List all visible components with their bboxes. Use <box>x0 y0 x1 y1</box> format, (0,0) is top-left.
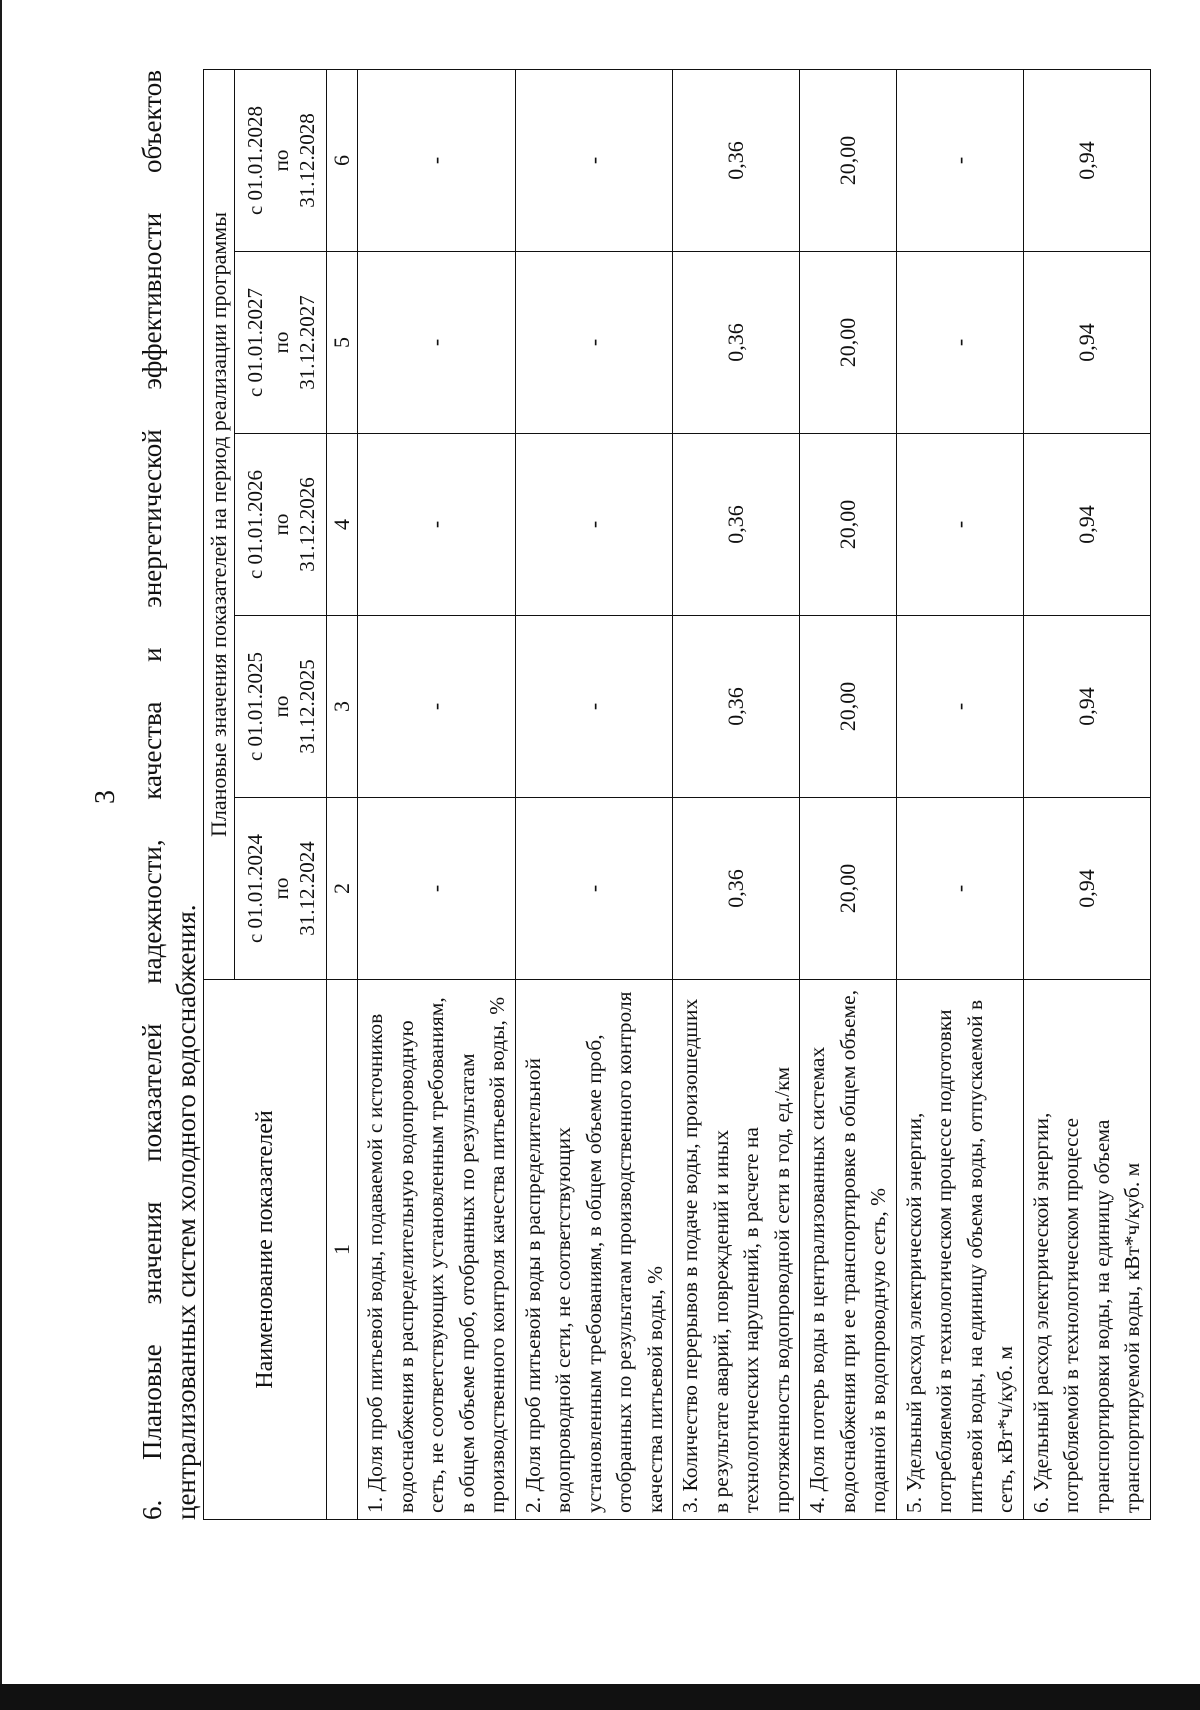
indicator-value: 20,00 <box>800 616 897 798</box>
page-number: 3 <box>90 790 121 804</box>
indicator-value: 0,36 <box>673 798 800 980</box>
indicator-value: - <box>358 434 516 616</box>
indicator-value: 20,00 <box>800 434 897 616</box>
table-row <box>358 70 516 1520</box>
table-row <box>896 70 1023 1520</box>
indicator-value: - <box>896 434 1023 616</box>
indicator-value: - <box>358 70 516 252</box>
period-header: с 01.01.2024 по 31.12.2024 <box>235 798 327 980</box>
indicator-value: 0,94 <box>1023 616 1150 798</box>
heading-word: надежности, <box>137 839 167 984</box>
period-group-header: Плановые значения показателей на период реализации программы <box>204 70 235 980</box>
period-header: с 01.01.2025 по 31.12.2025 <box>235 616 327 798</box>
indicator-value: - <box>358 616 516 798</box>
scan-edge-left <box>0 0 2 1710</box>
indicator-value: 0,94 <box>1023 252 1150 434</box>
heading-word: качества <box>137 701 167 800</box>
column-number: 4 <box>327 434 358 616</box>
indicator-value: 0,36 <box>673 252 800 434</box>
indicator-name: 1. Доля проб питьевой воды, подаваемой с источников водоснабжения в распределительную водопроводную сеть, не соответствующих установленным требованиям, в общем объеме проб, отобранных по результатам производственного контроля качества питьевой воды, % <box>358 980 516 1520</box>
heading-word: эффективности <box>137 212 167 390</box>
table-row <box>673 70 800 1520</box>
table-row <box>1023 70 1150 1520</box>
column-number: 1 <box>327 980 358 1520</box>
indicator-name: 5. Удельный расход электрической энергии, потребляемой в технологическом процессе подготовки питьевой воды, на единицу объема воды, отпускаемой в сеть, кВт*ч/куб. м <box>896 980 1023 1520</box>
rotated-page-content <box>135 70 1200 1520</box>
indicator-value: 0,94 <box>1023 798 1150 980</box>
indicator-value: 20,00 <box>800 252 897 434</box>
section-heading <box>135 70 203 1520</box>
table-row <box>800 70 897 1520</box>
indicator-name: 4. Доля потерь воды в централизованных системах водоснабжения при ее транспортировке в общем объеме, поданной в водопроводную сеть, % <box>800 980 897 1520</box>
indicator-name: 2. Доля проб питьевой воды в распределительной водопроводной сети, не соответствующих установленным требованиям, в общем объеме проб, отобранных по результатам производственного контроля качества питьевой воды, % <box>515 980 673 1520</box>
indicator-value: - <box>515 434 673 616</box>
heading-word: и <box>137 647 167 662</box>
heading-word: показателей <box>137 1023 167 1162</box>
table-row <box>515 70 673 1520</box>
period-header: с 01.01.2027 по 31.12.2027 <box>235 252 327 434</box>
indicator-value: - <box>896 70 1023 252</box>
indicator-value: 0,94 <box>1023 70 1150 252</box>
heading-line-2: централизованных систем холодного водоснабжения. <box>171 904 201 1520</box>
indicator-value: - <box>896 798 1023 980</box>
indicator-value: 20,00 <box>800 70 897 252</box>
heading-word: энергетической <box>137 429 167 608</box>
column-number: 3 <box>327 616 358 798</box>
scan-edge-bottom <box>0 1684 1200 1710</box>
heading-word: Плановые <box>137 1344 167 1461</box>
indicators-table <box>203 69 1151 1520</box>
heading-word: значения <box>137 1201 167 1305</box>
indicator-value: - <box>515 70 673 252</box>
indicator-value: - <box>896 252 1023 434</box>
heading-line-1 <box>135 70 169 1520</box>
indicator-value: - <box>896 616 1023 798</box>
indicator-name: 6. Удельный расход электрической энергии, потребляемой в технологическом процессе транспортировки воды, на единицу объема транспортируемой воды, кВт*ч/куб. м <box>1023 980 1150 1520</box>
indicator-value: - <box>515 252 673 434</box>
indicator-value: - <box>515 616 673 798</box>
column-number-row <box>327 70 358 1520</box>
indicator-value: 0,94 <box>1023 434 1150 616</box>
heading-word: 6. <box>137 1499 167 1520</box>
heading-word: объектов <box>137 70 167 174</box>
indicator-value: 0,36 <box>673 70 800 252</box>
indicator-value: 0,36 <box>673 616 800 798</box>
period-header: с 01.01.2028 по 31.12.2028 <box>235 70 327 252</box>
indicator-value: 0,36 <box>673 434 800 616</box>
column-number: 2 <box>327 798 358 980</box>
indicator-value: 20,00 <box>800 798 897 980</box>
column-number: 5 <box>327 252 358 434</box>
indicator-value: - <box>358 798 516 980</box>
indicator-name: 3. Количество перерывов в подаче воды, произошедших в результате аварий, повреждений и иных технологических нарушений, в расчете на протяженность водопроводной сети в год, ед./км <box>673 980 800 1520</box>
indicator-value: - <box>358 252 516 434</box>
indicator-value: - <box>515 798 673 980</box>
name-column-header: Наименование показателей <box>204 980 327 1520</box>
column-number: 6 <box>327 70 358 252</box>
period-header: с 01.01.2026 по 31.12.2026 <box>235 434 327 616</box>
